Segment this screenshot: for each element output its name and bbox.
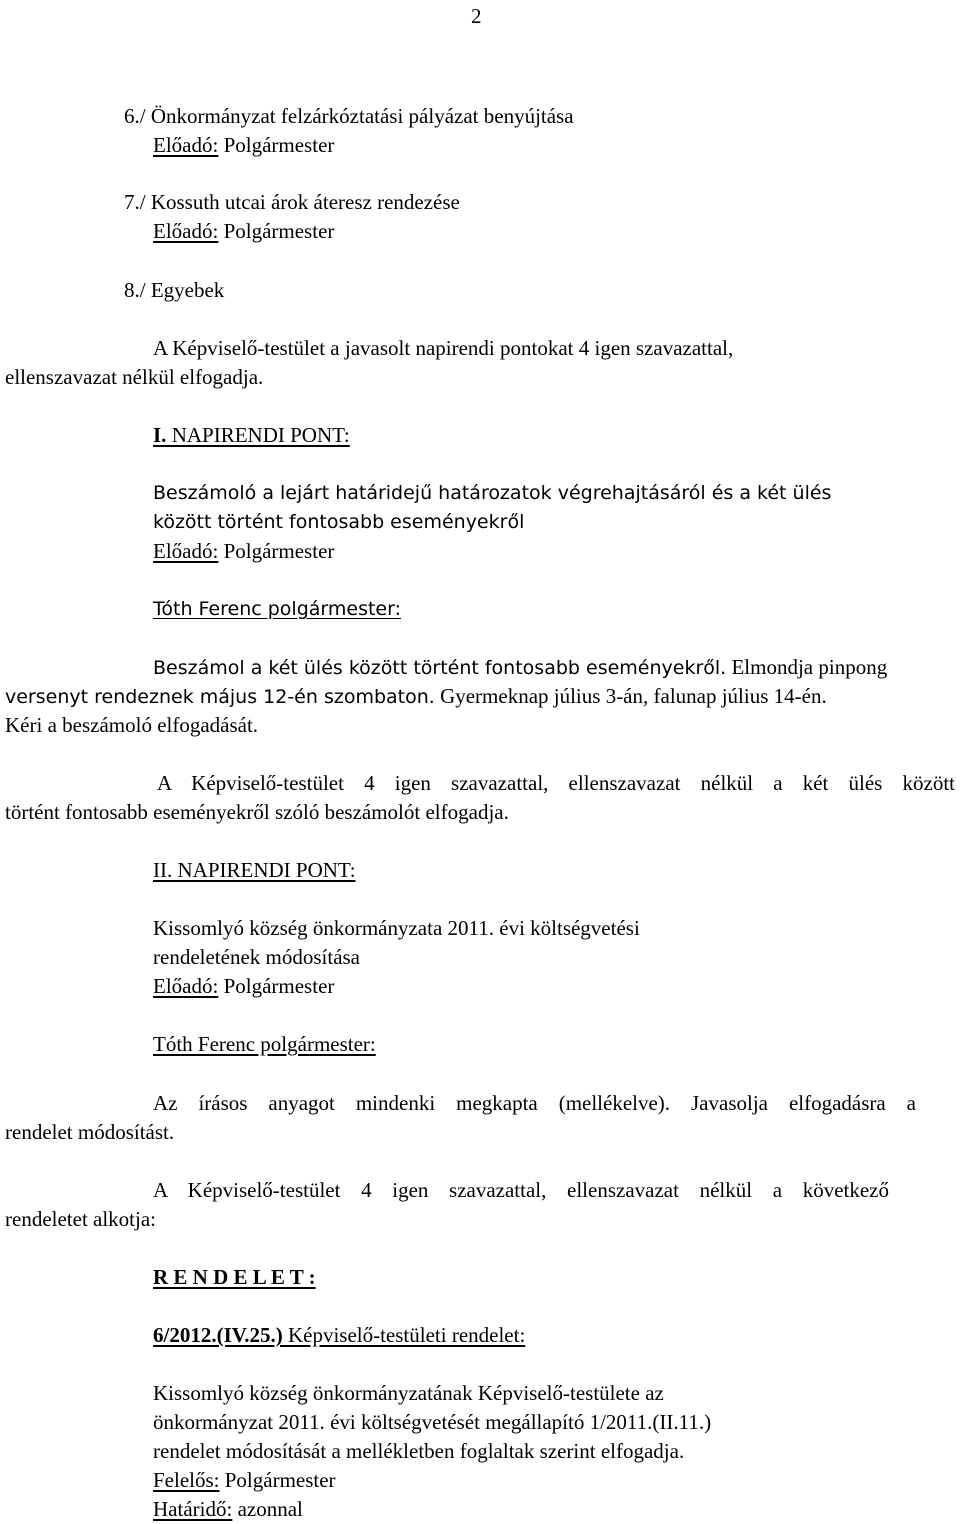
section-2-presenter: [153, 972, 334, 1001]
decree-number-value: 6/2012.(IV.25.): [153, 1323, 283, 1347]
presenter-name: Polgármester: [218, 539, 335, 563]
speech-sans: versenyt rendeznek május 12-én szombaton.: [5, 686, 435, 708]
deadline-value: azonnal: [232, 1497, 303, 1521]
presenter-name: Polgármester: [218, 974, 335, 998]
section-1-subject-line-1: Beszámoló a lejárt határidejű határozatok végrehajtásáról és a két ülés: [153, 482, 832, 504]
presenter-label: Előadó:: [153, 539, 219, 563]
agenda-item-8: 8./ Egyebek: [124, 278, 225, 302]
section-1-speech-line-3: Kéri a beszámoló elfogadását.: [5, 713, 259, 737]
presenter-label: Előadó:: [153, 133, 219, 157]
decree-body-line-1: Kissomlyó község önkormányzatának Képviselő-testülete az: [153, 1381, 664, 1405]
decree-deadline: [153, 1495, 303, 1524]
presenter-label: Előadó:: [153, 219, 219, 243]
section-2-decision-line-2: rendeletet alkotja:: [5, 1207, 157, 1231]
decree-responsible: [153, 1466, 336, 1495]
section-1-presenter: [153, 537, 334, 566]
decree-heading: R E N D E L E T :: [153, 1265, 316, 1289]
section-1-number: I.: [153, 423, 167, 447]
section-1-speaker: Tóth Ferenc polgármester:: [153, 598, 401, 620]
section-2-speech-line-1: Az írásos anyagot mindenki megkapta (mellékelve). Javasolja elfogadásra a: [153, 1091, 916, 1115]
decree-number: [153, 1321, 525, 1350]
presenter-name: Polgármester: [218, 219, 335, 243]
section-1-subject-line-2: között történt fontosabb eseményekről: [153, 511, 525, 533]
section-2-speaker: Tóth Ferenc polgármester:: [153, 1032, 376, 1056]
section-1-speech-line-1: [153, 653, 887, 683]
section-2-heading: II. NAPIRENDI PONT:: [153, 858, 356, 882]
speech-serif: Gyermeknap július 3-án, falunap július 14-én.: [434, 684, 827, 708]
decree-number-suffix: Képviselő-testületi rendelet:: [282, 1323, 526, 1347]
section-2-decision-line-1: A Képviselő-testület 4 igen szavazattal, ellenszavazat nélkül a következő: [153, 1178, 889, 1202]
section-1-decision-line-2: történt fontosabb eseményekről szóló beszámolót elfogadja.: [5, 800, 509, 824]
section-1-speech-line-2: [5, 682, 827, 712]
section-2-subject-line-2: rendeletének módosítása: [153, 945, 361, 969]
decree-body-line-3: rendelet módosítását a mellékletben foglaltak szerint elfogadja.: [153, 1439, 685, 1463]
agenda-item-7: 7./ Kossuth utcai árok áteresz rendezése: [124, 190, 460, 214]
decree-body-line-2: önkormányzat 2011. évi költségvetését megállapító 1/2011.(II.11.): [153, 1410, 712, 1434]
section-2-speech-line-2: rendelet módosítást.: [5, 1120, 175, 1144]
section-1-heading: [153, 421, 350, 450]
responsible-value: Polgármester: [219, 1468, 336, 1492]
section-1-title: NAPIRENDI PONT:: [166, 423, 350, 447]
agenda-item-6: 6./ Önkormányzat felzárkóztatási pályázat benyújtása: [124, 104, 574, 128]
agenda-item-6-presenter: [153, 131, 334, 160]
agenda-item-7-presenter: [153, 217, 334, 246]
section-2-subject-line-1: Kissomlyó község önkormányzata 2011. évi költségvetési: [153, 916, 640, 940]
approval-line-1: A Képviselő-testület a javasolt napirendi pontokat 4 igen szavazattal,: [153, 336, 734, 360]
speech-serif: Elmondja pinpong: [726, 655, 888, 679]
deadline-label: Határidő:: [153, 1497, 233, 1521]
responsible-label: Felelős:: [153, 1468, 220, 1492]
approval-line-2: ellenszavazat nélkül elfogadja.: [5, 365, 264, 389]
section-1-decision-line-1: A Képviselő-testület 4 igen szavazattal, ellenszavazat nélkül a két ülés között: [157, 771, 955, 795]
presenter-name: Polgármester: [218, 133, 335, 157]
speech-sans: Beszámol a két ülés között történt fontosabb eseményekről.: [153, 657, 727, 679]
page-number: 2: [471, 4, 482, 28]
presenter-label: Előadó:: [153, 974, 219, 998]
